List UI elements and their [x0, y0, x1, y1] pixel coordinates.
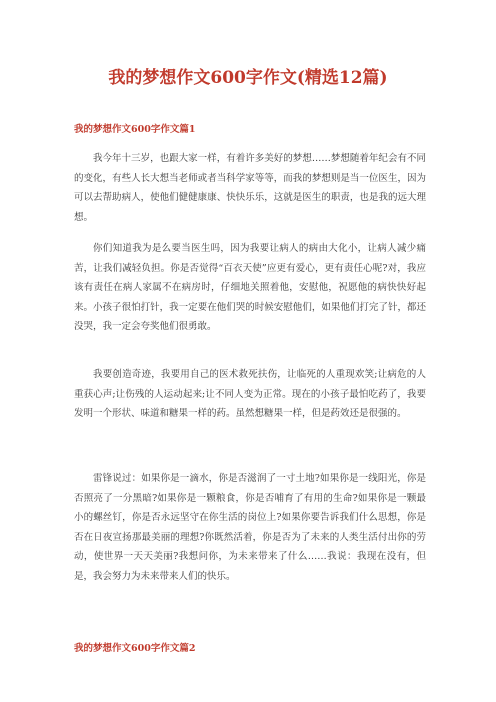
paragraph-4: 雷锋说过：如果你是一滴水，你是否滋润了一寸土地?如果你是一线阳光，你是否照亮了一分黑暗?如果你是一颗粮食，你是否哺育了有用的生命?如果你是一颗最小的螺丝钉，你是否永远坚守在你生活的岗位上?如果你要告诉我们什么思想，你是否在日夜宣扬那最美丽的理想?你既然活着，你是否为了未来的人类生活付出你的劳动，使世界一天天美丽?我想问你，为未来带来了什么……我说：我现在没有，但是，我会努力为未来带来人们的快乐。	[74, 473, 426, 582]
paragraph-3: 我要创造奇迹，我要用自己的医术救死扶伤，让临死的人重现欢笑;让病危的人重获心声;让伤残的人运动起来;让不同人变为正常。现在的小孩子最怕吃药了，我要发明一个形状、味道和糖果一样的药。虽然想糖果一样，但是药效还是很强的。	[74, 369, 426, 420]
paragraph-2: 你们知道我为是么要当医生吗，因为我要让病人的病由大化小，让病人减少痛苦，让我们减轻负担。你是否觉得“百衣天使”应更有爱心，更有责任心呢?对，我应该有责任在病人家属不在病房时，仔细地关照着他，安慰他，祝愿他的病快快好起来。小孩子很怕打针，我一定要在他们哭的时候安慰他们，如果他们打完了针，都还没哭，我一定会夸奖他们很勇敢。	[74, 243, 426, 333]
paragraph-1: 我今年十三岁，也跟大家一样，有着许多美好的梦想……梦想随着年纪会有不同的变化，有些人长大想当老师或者当科学家等等，而我的梦想则是当一位医生，因为可以去帮助病人，使他们健健康康、快快乐乐，这就是医生的职责，也是我的远大理想。	[74, 153, 426, 223]
document-title: 我的梦想作文600字作文(精选12篇)	[108, 68, 388, 88]
section-heading-1: 我的梦想作文600字作文篇1	[74, 124, 196, 135]
section-heading-2: 我的梦想作文600字作文篇2	[74, 643, 196, 654]
